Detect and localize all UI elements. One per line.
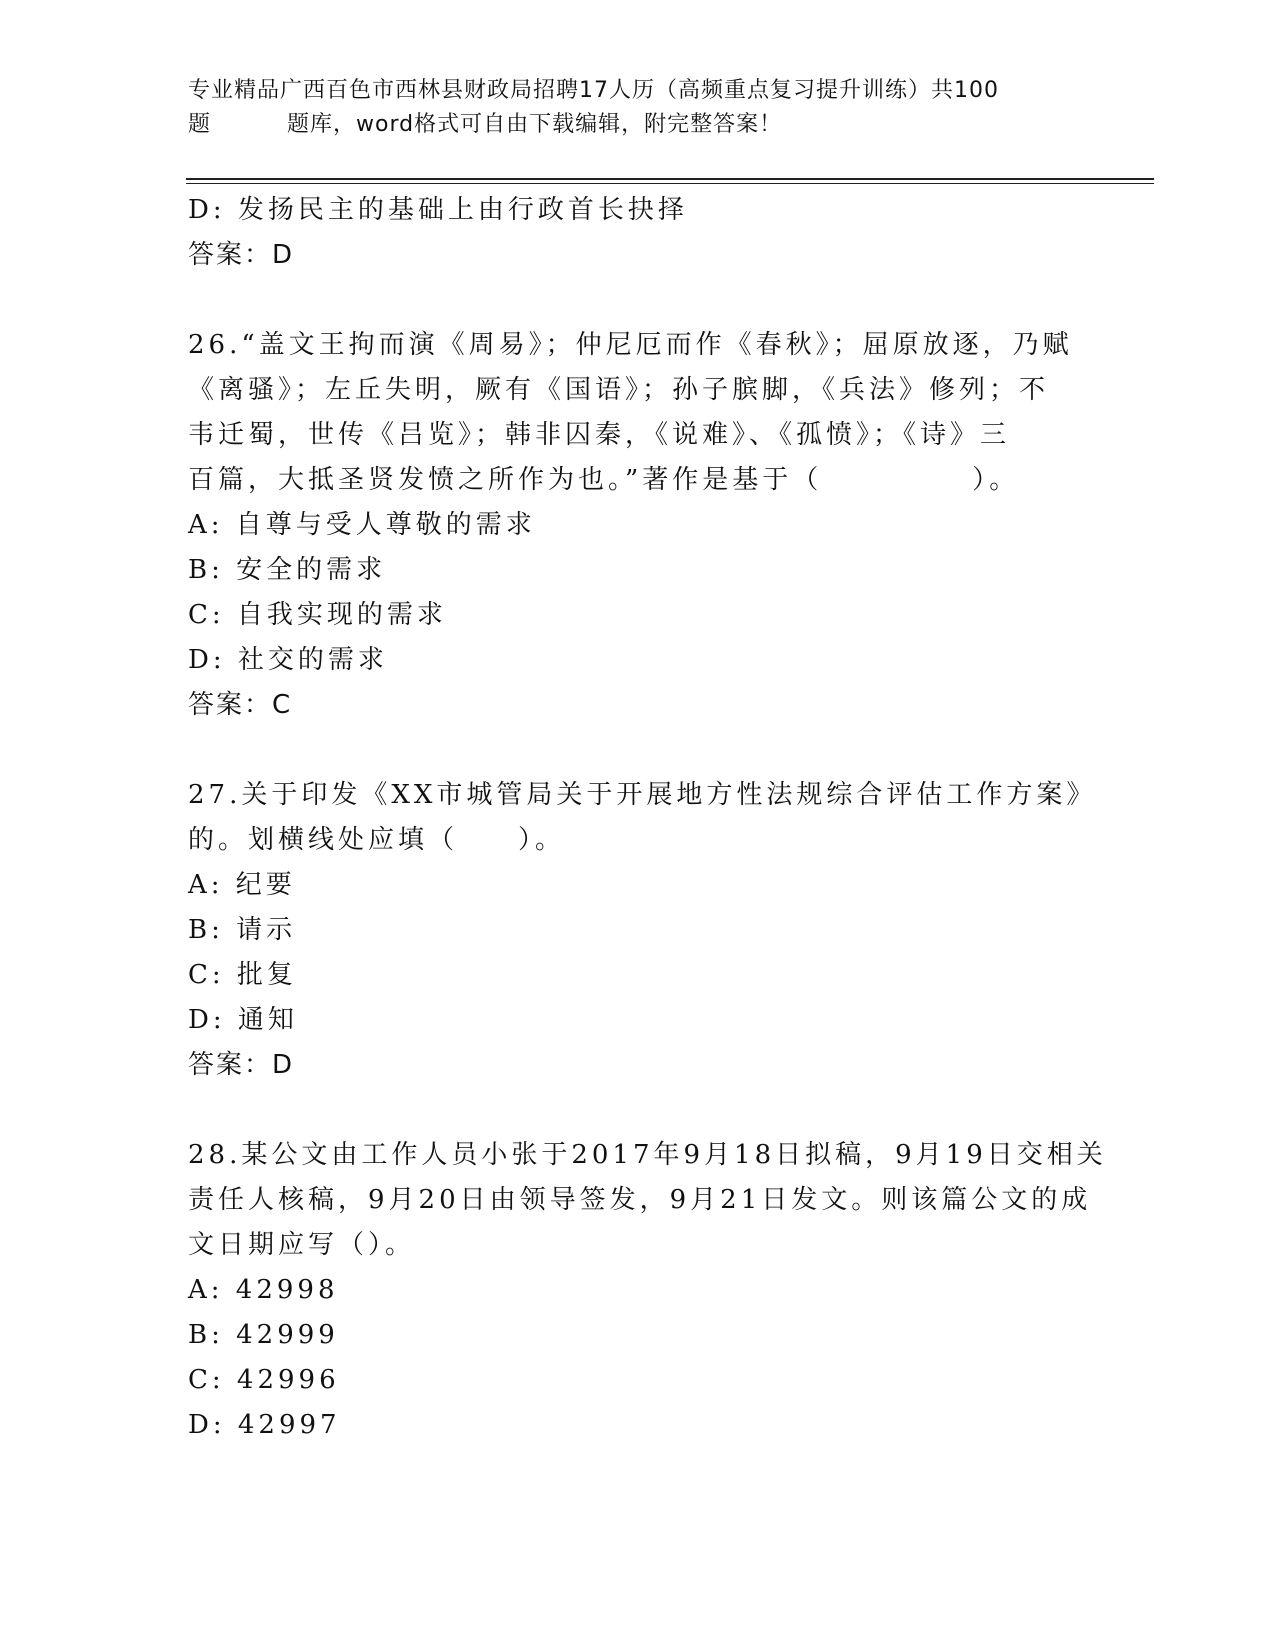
- question-27: [188, 773, 1097, 1088]
- question-text-line: 百篇，大抵圣贤发愤之所作为也。”著作是基于（ ）。: [188, 465, 1020, 495]
- question-text-line: 26.“盖文王拘而演《周易》；仲尼厄而作《春秋》；屈原放逐，乃赋: [188, 330, 1073, 360]
- option-d: D: 42997: [188, 1410, 341, 1440]
- spacer: [188, 728, 1088, 773]
- option-b: B: 42999: [188, 1320, 339, 1350]
- header-line-2: [188, 108, 1088, 142]
- option-b: B: 安全的需求: [188, 555, 387, 585]
- answer-line: 答案：D: [188, 240, 295, 270]
- question-text-line: 28.某公文由工作人员小张于2017年9月18日拟稿，9月19日交相关: [188, 1140, 1107, 1170]
- option-d: D: 发扬民主的基础上由行政首长抉择: [188, 195, 688, 225]
- option-c: C: 批复: [188, 960, 297, 990]
- header-divider-thick: [186, 178, 1154, 180]
- option-a: A: 自尊与受人尊敬的需求: [188, 510, 536, 540]
- question-26: [188, 323, 1088, 728]
- option-c: C: 42996: [188, 1365, 340, 1395]
- option-d: D: 通知: [188, 1005, 298, 1035]
- question-content: [188, 188, 1107, 1448]
- question-text-line: 的。划横线处应填（ ）。: [188, 825, 566, 855]
- question-25-tail: [188, 188, 1088, 278]
- question-28: [188, 1133, 1107, 1448]
- answer-line: 答案：C: [188, 690, 293, 720]
- header-divider-thin: [186, 183, 1154, 184]
- question-text-line: 韦迁蜀，世传《吕览》；韩非囚秦，《说难》、《孤愤》；《诗》三: [188, 420, 1011, 450]
- option-c: C: 自我实现的需求: [188, 600, 447, 630]
- header-line-2-lead: 题: [188, 112, 212, 137]
- option-a: A: 纪要: [188, 870, 296, 900]
- header-line-1: 专业精品广西百色市西林县财政局招聘17人历（高频重点复习提升训练）共100: [188, 78, 999, 103]
- document-header: [188, 74, 1088, 142]
- header-line-2-tail: 题库，word格式可自由下载编辑，附完整答案！: [287, 112, 783, 137]
- answer-line: 答案：D: [188, 1050, 295, 1080]
- question-text-line: 责任人核稿，9月20日由领导签发，9月21日发文。则该篇公文的成: [188, 1185, 1092, 1215]
- option-b: B: 请示: [188, 915, 297, 945]
- spacer: [188, 1088, 1088, 1133]
- question-text-line: 文日期应写（）。: [188, 1230, 416, 1260]
- spacer: [188, 278, 1088, 323]
- question-text-line: 27.关于印发《XX市城管局关于开展地方性法规综合评估工作方案》: [188, 780, 1097, 810]
- option-a: A: 42998: [188, 1275, 339, 1305]
- question-text-line: 《离骚》；左丘失明，厥有《国语》；孙子膑脚，《兵法》修列；不: [188, 375, 1050, 405]
- option-d: D: 社交的需求: [188, 645, 388, 675]
